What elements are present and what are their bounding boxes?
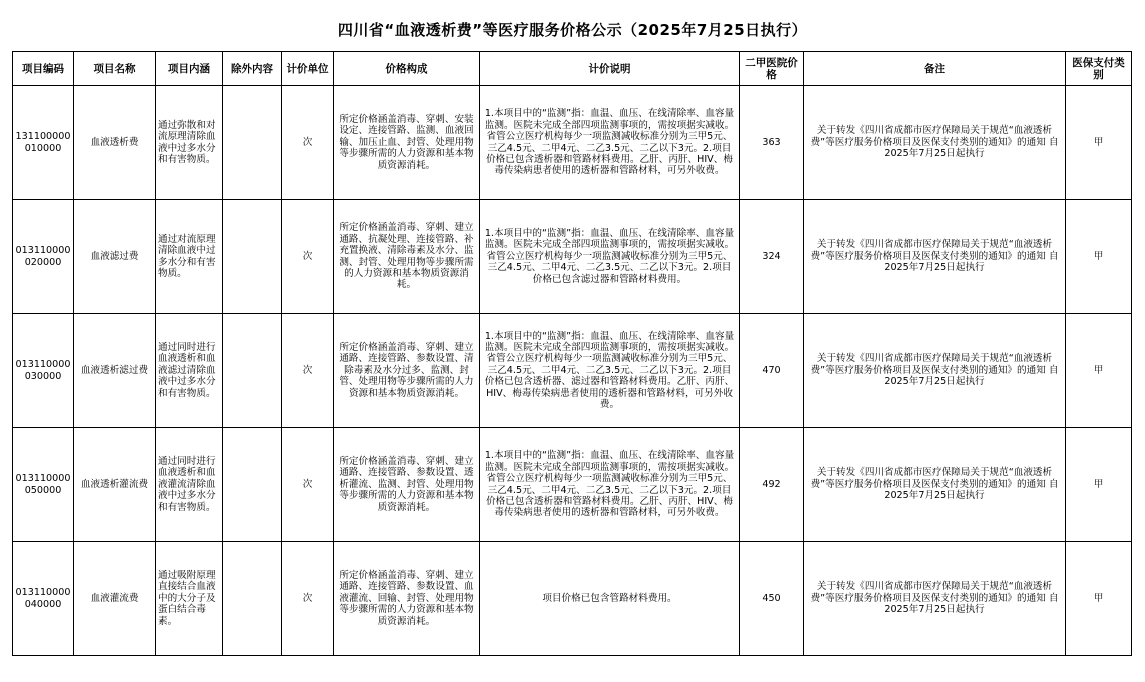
item-category: 甲 — [1066, 314, 1132, 428]
item-code: 013110000040000 — [13, 542, 74, 656]
table-row — [13, 314, 1132, 428]
item-price: 363 — [740, 86, 804, 200]
item-connotation: 通过弥散和对流原理清除血液中过多水分和有害物质。 — [156, 86, 223, 200]
item-composition: 所定价格涵盖消毒、穿刺、建立通路、抗凝处理、连接管路、补充置换液、清除毒素及水分、监测、封管、处理用物等步骤所需的人力资源和基本物质资源消耗。 — [334, 200, 480, 314]
item-explanation: 1.本项目中的“监测”指：血温、血压、在线清除率、血容量监测。医院未完成全部四项监测事项的，需按项据实减收。省管公立医疗机构每少一项监测减收标准分别为三甲5元、三乙4.5元、二甲4元、二乙3.5元、二乙以下3元。2.项目价格已包含透析器和管路材料费用。乙肝、丙肝、HIV、梅毒传染病患者使用的透析器和管路材料，可另外收费。 — [480, 86, 740, 200]
item-name: 血液透析灌流费 — [74, 428, 156, 542]
header-price: 二甲医院价格 — [740, 52, 804, 86]
item-code: 013110000050000 — [13, 428, 74, 542]
item-explanation: 1.本项目中的“监测”指：血温、血压、在线清除率、血容量监测。医院未完成全部四项监测事项的，需按项据实减收。省管公立医疗机构每少一项监测减收标准分别为三甲5元、三乙4.5元、二甲4元、二乙3.5元、二乙以下3元。2.项目价格已包含透析器、滤过器和管路材料费用。乙肝、丙肝、HIV、梅毒传染病患者使用的透析器和管路材料，可另外收费。 — [480, 314, 740, 428]
item-price: 492 — [740, 428, 804, 542]
item-code: 131100000010000 — [13, 86, 74, 200]
header-exclusion: 除外内容 — [223, 52, 282, 86]
header-unit: 计价单位 — [282, 52, 334, 86]
item-unit: 次 — [282, 314, 334, 428]
header-remark: 备注 — [804, 52, 1066, 86]
item-price: 324 — [740, 200, 804, 314]
item-category: 甲 — [1066, 86, 1132, 200]
item-code: 013110000020000 — [13, 200, 74, 314]
item-connotation: 通过同时进行血液透析和血液滤过清除血液中过多水分和有害物质。 — [156, 314, 223, 428]
item-connotation: 通过同时进行血液透析和血液灌流清除血液中过多水分和有害物质。 — [156, 428, 223, 542]
item-composition: 所定价格涵盖消毒、穿刺、建立通路、连接管路、参数设置、透析灌流、监测、封管、处理用物等步骤所需的人力资源和基本物质资源消耗。 — [334, 428, 480, 542]
item-composition: 所定价格涵盖消毒、穿刺、安装设定、连接管路、监测、血液回输、加压止血、封管、处理用物等步骤所需的人力资源和基本物质资源消耗。 — [334, 86, 480, 200]
item-explanation: 1.本项目中的“监测”指：血温、血压、在线清除率、血容量监测。医院未完成全部四项监测事项的，需按项据实减收。省管公立医疗机构每少一项监测减收标准分别为三甲5元、三乙4.5元、二甲4元、二乙3.5元、二乙以下3元。2.项目价格已包含滤过器和管路材料费用。 — [480, 200, 740, 314]
header-row — [13, 52, 1132, 86]
item-category: 甲 — [1066, 542, 1132, 656]
item-exclusion — [223, 200, 282, 314]
item-unit: 次 — [282, 542, 334, 656]
item-remark: 关于转发《四川省成都市医疗保障局关于规范“血液透析费”等医疗服务价格项目及医保支付类别的通知》的通知 自2025年7月25日起执行 — [804, 200, 1066, 314]
item-exclusion — [223, 542, 282, 656]
header-name: 项目名称 — [74, 52, 156, 86]
page-title: 四川省“血液透析费”等医疗服务价格公示（2025年7月25日执行） — [337, 21, 808, 39]
header-explanation: 计价说明 — [480, 52, 740, 86]
item-category: 甲 — [1066, 200, 1132, 314]
item-connotation: 通过吸附原理直接结合血液中的大分子及蛋白结合毒素。 — [156, 542, 223, 656]
header-composition: 价格构成 — [334, 52, 480, 86]
item-explanation: 项目价格已包含管路材料费用。 — [480, 542, 740, 656]
item-unit: 次 — [282, 200, 334, 314]
item-price: 450 — [740, 542, 804, 656]
item-unit: 次 — [282, 86, 334, 200]
item-composition: 所定价格涵盖消毒、穿刺、建立通路、连接管路、参数设置、血液灌流、回输、封管、处理用物等步骤所需的人力资源和基本物质资源消耗。 — [334, 542, 480, 656]
item-name: 血液透析滤过费 — [74, 314, 156, 428]
item-name: 血液灌流费 — [74, 542, 156, 656]
header-connotation: 项目内涵 — [156, 52, 223, 86]
table-row — [13, 86, 1132, 200]
header-code: 项目编码 — [13, 52, 74, 86]
item-price: 470 — [740, 314, 804, 428]
item-name: 血液滤过费 — [74, 200, 156, 314]
item-exclusion — [223, 86, 282, 200]
item-connotation: 通过对流原理清除血液中过多水分和有害物质。 — [156, 200, 223, 314]
item-explanation: 1.本项目中的“监测”指：血温、血压、在线清除率、血容量监测。医院未完成全部四项监测事项的，需按项据实减收。省管公立医疗机构每少一项监测减收标准分别为三甲5元、三乙4.5元、二甲4元、二乙3.5元、二乙以下3元。2.项目价格已包含透析器和管路材料费用。乙肝、丙肝、HIV、梅毒传染病患者使用的透析器和管路材料，可另外收费。 — [480, 428, 740, 542]
item-category: 甲 — [1066, 428, 1132, 542]
item-code: 013110000030000 — [13, 314, 74, 428]
item-composition: 所定价格涵盖消毒、穿刺、建立通路、连接管路、参数设置、清除毒素及水分过多、监测、封管、处理用物等步骤所需的人力资源和基本物质资源消耗。 — [334, 314, 480, 428]
price-table — [12, 51, 1132, 656]
item-exclusion — [223, 428, 282, 542]
item-remark: 关于转发《四川省成都市医疗保障局关于规范“血液透析费”等医疗服务价格项目及医保支付类别的通知》的通知 自2025年7月25日起执行 — [804, 314, 1066, 428]
table-row — [13, 200, 1132, 314]
header-category: 医保支付类别 — [1066, 52, 1132, 86]
item-remark: 关于转发《四川省成都市医疗保障局关于规范“血液透析费”等医疗服务价格项目及医保支付类别的通知》的通知 自2025年7月25日起执行 — [804, 542, 1066, 656]
table-row — [13, 428, 1132, 542]
item-remark: 关于转发《四川省成都市医疗保障局关于规范“血液透析费”等医疗服务价格项目及医保支付类别的通知》的通知 自2025年7月25日起执行 — [804, 86, 1066, 200]
item-unit: 次 — [282, 428, 334, 542]
item-remark: 关于转发《四川省成都市医疗保障局关于规范“血液透析费”等医疗服务价格项目及医保支付类别的通知》的通知 自2025年7月25日起执行 — [804, 428, 1066, 542]
item-exclusion — [223, 314, 282, 428]
item-name: 血液透析费 — [74, 86, 156, 200]
table-row — [13, 542, 1132, 656]
